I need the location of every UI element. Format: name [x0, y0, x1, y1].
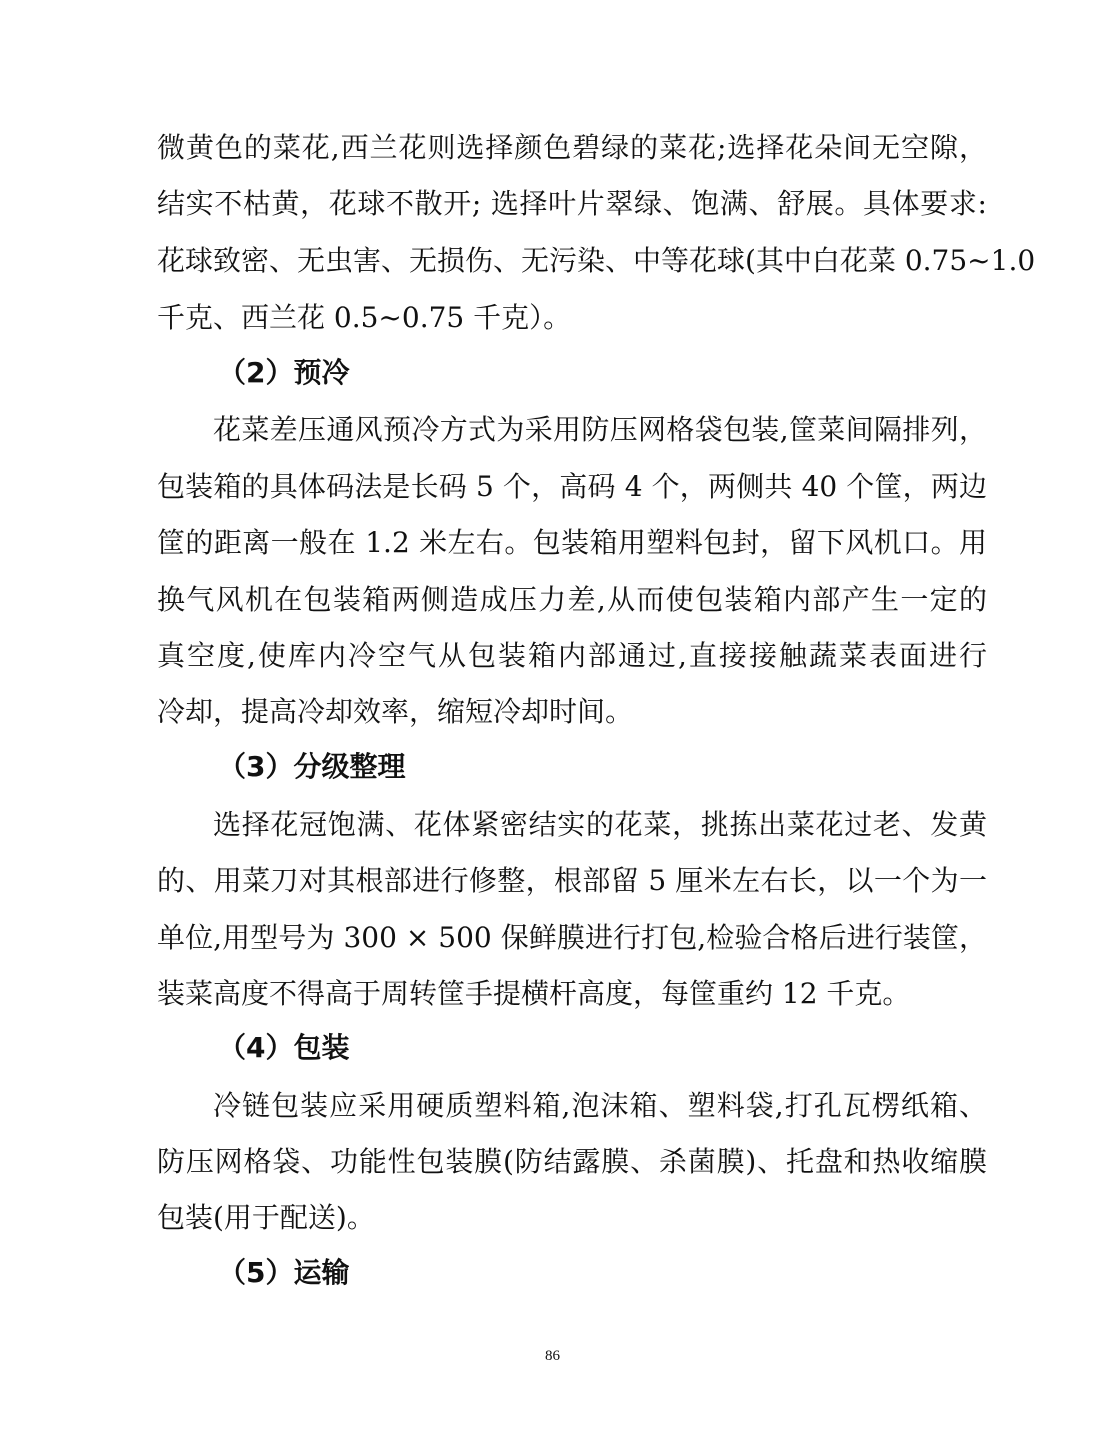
paragraph-line: 花球致密、无虫害、无损伤、无污染、中等花球(其中白花菜 0.75~1.0 — [157, 244, 1036, 277]
section-heading-grading: （3）分级整理 — [218, 750, 406, 783]
paragraph-line: 的、用菜刀对其根部进行修整，根部留 5 厘米左右长，以一个为一 — [157, 864, 987, 897]
paragraph-line: 结实不枯黄，花球不散开; 选择叶片翠绿、饱满、舒展。具体要求: — [157, 187, 987, 220]
paragraph-line: 换气风机在包装箱两侧造成压力差,从而使包装箱内部产生一定的 — [157, 583, 987, 616]
paragraph-line: 千克、西兰花 0.5~0.75 千克）。 — [157, 301, 572, 334]
paragraph-line: 筐的距离一般在 1.2 米左右。包装箱用塑料包封，留下风机口。用 — [157, 526, 987, 559]
paragraph-line: 花菜差压通风预冷方式为采用防压网格袋包装,筐菜间隔排列， — [213, 413, 987, 446]
page-number: 86 — [545, 1348, 560, 1364]
section-heading-precooling: （2）预冷 — [218, 356, 350, 389]
section-heading-packaging: （4）包装 — [218, 1031, 350, 1064]
paragraph-line: 包装箱的具体码法是长码 5 个，高码 4 个，两侧共 40 个筐，两边 — [157, 470, 987, 503]
paragraph-line: 选择花冠饱满、花体紧密结实的花菜，挑拣出菜花过老、发黄 — [213, 808, 987, 841]
section-heading-transport: （5）运输 — [218, 1256, 350, 1289]
paragraph-line: 单位,用型号为 300 × 500 保鲜膜进行打包,检验合格后进行装筐， — [157, 921, 987, 954]
paragraph-line: 包装(用于配送)。 — [157, 1201, 375, 1234]
paragraph-line: 装菜高度不得高于周转筐手提横杆高度，每筐重约 12 千克。 — [157, 977, 911, 1010]
paragraph-line: 冷却，提高冷却效率，缩短冷却时间。 — [157, 695, 634, 728]
paragraph-line: 微黄色的菜花,西兰花则选择颜色碧绿的菜花;选择花朵间无空隙， — [157, 131, 987, 164]
paragraph-line: 防压网格袋、功能性包装膜(防结露膜、杀菌膜)、托盘和热收缩膜 — [157, 1145, 987, 1178]
paragraph-line: 真空度,使库内冷空气从包装箱内部通过,直接接触蔬菜表面进行 — [157, 639, 987, 672]
paragraph-line: 冷链包装应采用硬质塑料箱,泡沫箱、塑料袋,打孔瓦楞纸箱、 — [213, 1089, 987, 1122]
